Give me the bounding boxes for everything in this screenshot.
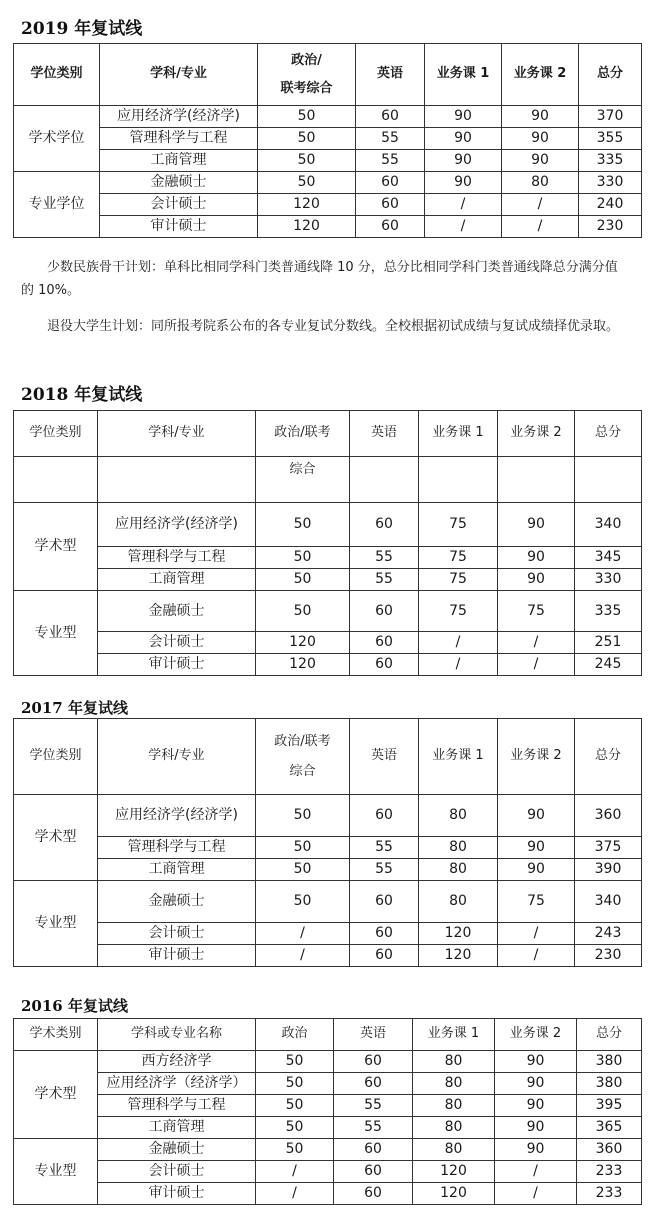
- cell: 55: [334, 1117, 413, 1139]
- cell: 120: [413, 1183, 495, 1205]
- cell: 80: [419, 837, 498, 859]
- cell: 380: [577, 1051, 642, 1073]
- cell: 50: [258, 128, 356, 150]
- cell: 审计硕士: [98, 945, 256, 967]
- cell: 55: [356, 150, 425, 172]
- header-cell: [258, 44, 356, 106]
- header-cell: 业务课 1: [419, 719, 498, 795]
- cell: 60: [334, 1161, 413, 1183]
- table-row: [14, 569, 642, 591]
- empty-cell: [350, 457, 419, 503]
- score-table-2017: [13, 718, 642, 967]
- group-label: 学术型: [14, 503, 98, 591]
- cell: 90: [498, 859, 575, 881]
- score-table-2018: [13, 410, 642, 676]
- cell: 50: [256, 859, 350, 881]
- header-cell: 政治: [256, 1019, 334, 1051]
- cell: 会计硕士: [100, 194, 258, 216]
- cell: 335: [579, 150, 642, 172]
- title-2019: 2019 年复试线: [21, 19, 143, 39]
- cell: 金融硕士: [98, 591, 256, 632]
- cell: /: [256, 1161, 334, 1183]
- cell: 工商管理: [98, 569, 256, 591]
- empty-cell: [575, 457, 642, 503]
- cell: 90: [425, 172, 502, 194]
- table-row: [14, 172, 642, 194]
- cell: /: [256, 1183, 334, 1205]
- cell: 80: [413, 1095, 495, 1117]
- cell: 55: [350, 569, 419, 591]
- table-row: [14, 1183, 642, 1205]
- header-cell: 总分: [575, 411, 642, 457]
- cell: 60: [350, 945, 419, 967]
- cell: 80: [502, 172, 579, 194]
- cell: 90: [495, 1051, 577, 1073]
- cell: 55: [334, 1095, 413, 1117]
- cell: 80: [413, 1117, 495, 1139]
- header-cell: 业务课 2: [495, 1019, 577, 1051]
- cell: 233: [577, 1161, 642, 1183]
- cell: 355: [579, 128, 642, 150]
- cell: 50: [256, 1073, 334, 1095]
- table-row: [14, 945, 642, 967]
- header-cell: 学科/专业: [98, 411, 256, 457]
- header-cell: [256, 719, 350, 795]
- cell: 120: [256, 632, 350, 654]
- cell: 60: [350, 503, 419, 547]
- cell: 50: [258, 172, 356, 194]
- table-row: [14, 1073, 642, 1095]
- cell: 工商管理: [98, 859, 256, 881]
- cell: 审计硕士: [98, 1183, 256, 1205]
- group-label: 专业型: [14, 591, 98, 676]
- table-row: [14, 923, 642, 945]
- header-cell: 业务课 2: [502, 44, 579, 106]
- header-line: 政治/: [291, 52, 322, 68]
- cell: 金融硕士: [100, 172, 258, 194]
- cell: 工商管理: [98, 1117, 256, 1139]
- header-row: [14, 1019, 642, 1051]
- cell: 90: [425, 128, 502, 150]
- table-row: [14, 150, 642, 172]
- table-row: [14, 1117, 642, 1139]
- empty-cell: [498, 457, 575, 503]
- cell: 50: [256, 503, 350, 547]
- header-cell: 综合: [256, 457, 350, 503]
- cell: 50: [256, 1095, 334, 1117]
- cell: 340: [575, 881, 642, 923]
- cell: 管理科学与工程: [98, 547, 256, 569]
- header-cell: 总分: [579, 44, 642, 106]
- cell: /: [495, 1183, 577, 1205]
- cell: 管理科学与工程: [100, 128, 258, 150]
- cell: 75: [498, 591, 575, 632]
- cell: 55: [350, 859, 419, 881]
- cell: 会计硕士: [98, 923, 256, 945]
- cell: 80: [413, 1073, 495, 1095]
- cell: 50: [256, 795, 350, 837]
- header-cell: 英语: [356, 44, 425, 106]
- cell: 60: [350, 923, 419, 945]
- header-cell: 学科/专业: [98, 719, 256, 795]
- cell: 90: [498, 547, 575, 569]
- table-row: [14, 1051, 642, 1073]
- title-2016: 2016 年复试线: [21, 997, 128, 1015]
- cell: 90: [495, 1073, 577, 1095]
- header-cell: 学术类别: [14, 1019, 98, 1051]
- header-row: [14, 411, 642, 457]
- cell: 50: [256, 1139, 334, 1161]
- cell: 工商管理: [100, 150, 258, 172]
- cell: 55: [350, 547, 419, 569]
- cell: 60: [334, 1139, 413, 1161]
- cell: 60: [350, 591, 419, 632]
- cell: 233: [577, 1183, 642, 1205]
- table-row: [14, 632, 642, 654]
- cell: 50: [256, 569, 350, 591]
- header-cell: 英语: [350, 411, 419, 457]
- cell: 60: [350, 881, 419, 923]
- header-cell: 政治/联考: [256, 411, 350, 457]
- header-cell: 学科或专业名称: [98, 1019, 256, 1051]
- table-row: [14, 547, 642, 569]
- cell: 75: [419, 547, 498, 569]
- cell: /: [425, 216, 502, 238]
- cell: 应用经济学(经济学): [98, 503, 256, 547]
- header-cell: 总分: [575, 719, 642, 795]
- table-row: [14, 881, 642, 923]
- cell: 120: [258, 216, 356, 238]
- cell: 审计硕士: [100, 216, 258, 238]
- header-row-2: [14, 457, 642, 503]
- cell: 90: [498, 837, 575, 859]
- header-cell: 业务课 1: [425, 44, 502, 106]
- table-row: [14, 795, 642, 837]
- header-line: 政治/联考: [274, 733, 331, 749]
- cell: 60: [356, 106, 425, 128]
- cell: 55: [350, 837, 419, 859]
- cell: 365: [577, 1117, 642, 1139]
- cell: 380: [577, 1073, 642, 1095]
- cell: 金融硕士: [98, 1139, 256, 1161]
- cell: 120: [419, 923, 498, 945]
- cell: 西方经济学: [98, 1051, 256, 1073]
- header-cell: 业务课 2: [498, 719, 575, 795]
- cell: /: [502, 194, 579, 216]
- cell: 60: [334, 1183, 413, 1205]
- table-row: [14, 1139, 642, 1161]
- header-cell: 业务课 1: [413, 1019, 495, 1051]
- cell: 80: [419, 859, 498, 881]
- cell: 230: [575, 945, 642, 967]
- header-line: 综合: [289, 763, 316, 779]
- cell: 应用经济学（经济学）: [98, 1073, 256, 1095]
- cell: 230: [579, 216, 642, 238]
- cell: 390: [575, 859, 642, 881]
- table-row: [14, 1161, 642, 1183]
- cell: 60: [334, 1051, 413, 1073]
- table-row: [14, 194, 642, 216]
- cell: /: [498, 654, 575, 676]
- note-ethnic-minority: 少数民族骨干计划：单科比相同学科门类普通线降 10 分，总分比相同学科门类普通线降总分满分值的 10%。: [21, 260, 618, 298]
- cell: 370: [579, 106, 642, 128]
- cell: 60: [350, 632, 419, 654]
- cell: 50: [256, 881, 350, 923]
- cell: 75: [419, 591, 498, 632]
- cell: /: [256, 945, 350, 967]
- cell: 90: [498, 569, 575, 591]
- empty-cell: [14, 457, 98, 503]
- cell: 120: [256, 654, 350, 676]
- cell: 90: [498, 795, 575, 837]
- cell: 251: [575, 632, 642, 654]
- cell: 90: [498, 503, 575, 547]
- cell: 90: [425, 106, 502, 128]
- table-row: [14, 837, 642, 859]
- cell: /: [495, 1161, 577, 1183]
- group-label: 学术型: [14, 1051, 98, 1139]
- group-label: 学术学位: [14, 106, 100, 172]
- group-label: 专业学位: [14, 172, 100, 238]
- table-row: [14, 654, 642, 676]
- empty-cell: [419, 457, 498, 503]
- cell: 80: [413, 1051, 495, 1073]
- cell: 90: [425, 150, 502, 172]
- cell: /: [502, 216, 579, 238]
- header-cell: 英语: [350, 719, 419, 795]
- header-cell: 业务课 2: [498, 411, 575, 457]
- header-cell: 学位类别: [14, 411, 98, 457]
- score-table-2019: [13, 43, 642, 238]
- cell: 80: [413, 1139, 495, 1161]
- cell: 75: [419, 503, 498, 547]
- table-row: [14, 859, 642, 881]
- cell: 50: [256, 547, 350, 569]
- cell: 75: [419, 569, 498, 591]
- cell: 应用经济学(经济学): [98, 795, 256, 837]
- cell: 360: [575, 795, 642, 837]
- table-row: [14, 1095, 642, 1117]
- header-line: 联考综合: [280, 80, 333, 96]
- cell: 金融硕士: [98, 881, 256, 923]
- title-2018: 2018 年复试线: [21, 385, 143, 405]
- cell: 会计硕士: [98, 632, 256, 654]
- cell: /: [419, 632, 498, 654]
- cell: 会计硕士: [98, 1161, 256, 1183]
- cell: 50: [256, 837, 350, 859]
- cell: 90: [502, 150, 579, 172]
- header-cell: 总分: [577, 1019, 642, 1051]
- cell: 90: [495, 1117, 577, 1139]
- cell: 60: [334, 1073, 413, 1095]
- cell: 60: [356, 216, 425, 238]
- header-cell: 英语: [334, 1019, 413, 1051]
- cell: 120: [258, 194, 356, 216]
- cell: 管理科学与工程: [98, 1095, 256, 1117]
- cell: 60: [356, 172, 425, 194]
- cell: /: [419, 654, 498, 676]
- cell: 50: [256, 1051, 334, 1073]
- cell: /: [498, 923, 575, 945]
- cell: 审计硕士: [98, 654, 256, 676]
- cell: 395: [577, 1095, 642, 1117]
- table-row: [14, 128, 642, 150]
- cell: 120: [413, 1161, 495, 1183]
- cell: 60: [350, 654, 419, 676]
- empty-cell: [98, 457, 256, 503]
- cell: 335: [575, 591, 642, 632]
- cell: 80: [419, 795, 498, 837]
- cell: 240: [579, 194, 642, 216]
- table-row: [14, 591, 642, 632]
- score-table-2016: [13, 1018, 642, 1205]
- header-cell: 学位类别: [14, 719, 98, 795]
- cell: 245: [575, 654, 642, 676]
- group-label: 专业型: [14, 881, 98, 967]
- cell: 75: [498, 881, 575, 923]
- cell: /: [256, 923, 350, 945]
- cell: 50: [258, 106, 356, 128]
- cell: /: [498, 945, 575, 967]
- table-row: [14, 216, 642, 238]
- header-row: [14, 44, 642, 106]
- table-row: [14, 106, 642, 128]
- header-cell: 学科/专业: [100, 44, 258, 106]
- header-cell: 学位类别: [14, 44, 100, 106]
- cell: 50: [256, 1117, 334, 1139]
- cell: 管理科学与工程: [98, 837, 256, 859]
- header-row: [14, 719, 642, 795]
- cell: 375: [575, 837, 642, 859]
- cell: 90: [495, 1095, 577, 1117]
- cell: 340: [575, 503, 642, 547]
- cell: 80: [419, 881, 498, 923]
- cell: 330: [575, 569, 642, 591]
- cell: 243: [575, 923, 642, 945]
- cell: 120: [419, 945, 498, 967]
- cell: 60: [356, 194, 425, 216]
- cell: 50: [256, 591, 350, 632]
- cell: 345: [575, 547, 642, 569]
- table-row: [14, 503, 642, 547]
- header-cell: 业务课 1: [419, 411, 498, 457]
- group-label: 学术型: [14, 795, 98, 881]
- cell: 50: [258, 150, 356, 172]
- cell: 90: [502, 106, 579, 128]
- cell: 90: [502, 128, 579, 150]
- cell: 55: [356, 128, 425, 150]
- cell: /: [498, 632, 575, 654]
- cell: 90: [495, 1139, 577, 1161]
- cell: 60: [350, 795, 419, 837]
- group-label: 专业型: [14, 1139, 98, 1205]
- note-veteran: 退役大学生计划：同所报考院系公布的各专业复试分数线。全校根据初试成绩与复试成绩择优录取。: [47, 319, 620, 334]
- cell: /: [425, 194, 502, 216]
- cell: 330: [579, 172, 642, 194]
- cell: 应用经济学(经济学): [100, 106, 258, 128]
- cell: 360: [577, 1139, 642, 1161]
- title-2017: 2017 年复试线: [21, 699, 128, 717]
